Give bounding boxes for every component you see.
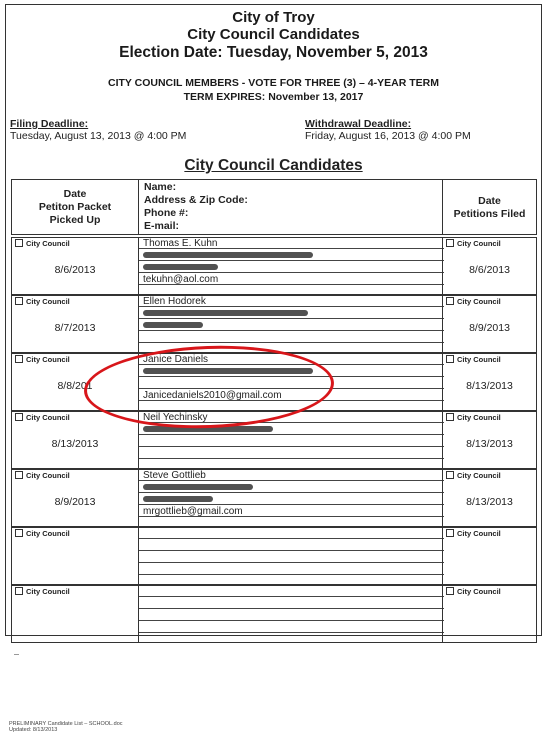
city-council-checkbox[interactable] <box>446 587 501 596</box>
city-council-checkbox[interactable] <box>15 529 70 538</box>
picked-up-cell <box>12 412 139 468</box>
city-council-checkbox[interactable] <box>446 239 501 248</box>
checkbox-icon[interactable] <box>15 413 23 421</box>
footer-filename: PRELIMINARY Candidate List – SCHOOL.doc <box>9 721 123 727</box>
blank-line <box>139 633 444 644</box>
candidate-form <box>5 4 542 636</box>
candidate-row <box>11 295 537 353</box>
filed-cell <box>442 354 536 410</box>
checkbox-label: City Council <box>457 355 501 364</box>
city-council-checkbox[interactable] <box>15 413 70 422</box>
candidate-email <box>139 332 444 343</box>
checkbox-label: City Council <box>457 239 501 248</box>
checkbox-icon[interactable] <box>446 355 454 363</box>
checkbox-label: City Council <box>457 529 501 538</box>
city-council-checkbox[interactable] <box>446 297 501 306</box>
city-council-checkbox[interactable] <box>15 297 70 306</box>
form-title: City Council Candidates <box>187 26 360 43</box>
term-line: TERM EXPIRES: November 13, 2017 <box>183 91 364 103</box>
redacted-phone <box>139 262 444 273</box>
stray-mark <box>14 654 19 655</box>
checkbox-label: City Council <box>26 587 70 596</box>
checkbox-label: City Council <box>26 239 70 248</box>
candidate-name: Ellen Hodorek <box>139 296 444 307</box>
city-council-checkbox[interactable] <box>446 529 501 538</box>
candidate-email: mrgottlieb@gmail.com <box>139 506 444 517</box>
redaction-mark <box>143 264 218 270</box>
checkbox-label: City Council <box>457 413 501 422</box>
candidate-email <box>139 622 444 633</box>
filing-deadline-value: Tuesday, August 13, 2013 @ 4:00 PM <box>10 130 187 142</box>
filed-date: 8/13/2013 <box>466 438 513 450</box>
candidate-row <box>11 585 537 643</box>
redaction-mark <box>143 310 308 316</box>
picked-up-cell <box>12 528 139 584</box>
checkbox-icon[interactable] <box>446 239 454 247</box>
candidate-name: Neil Yechinsky <box>139 412 444 423</box>
redacted-phone <box>139 320 444 331</box>
checkbox-label: City Council <box>26 529 70 538</box>
filing-deadline-label: Filing Deadline: <box>10 118 89 130</box>
candidate-row <box>11 237 537 295</box>
footer <box>9 721 123 733</box>
header-contact: Name: Address & Zip Code: Phone #: E-mail: <box>144 181 248 232</box>
redacted-address <box>139 250 444 261</box>
checkbox-icon[interactable] <box>446 587 454 595</box>
checkbox-icon[interactable] <box>15 587 23 595</box>
checkbox-icon[interactable] <box>446 471 454 479</box>
header-picked-up: Date Petiton Packet Picked Up <box>12 180 139 234</box>
checkbox-icon[interactable] <box>15 239 23 247</box>
candidate-name: Janice Daniels <box>139 354 444 365</box>
picked-up-date: 8/9/2013 <box>54 496 96 508</box>
filing-deadline <box>10 118 186 142</box>
redacted-address <box>139 482 444 493</box>
footer-updated: Updated: 8/13/2013 <box>9 727 58 733</box>
candidate-email <box>139 564 444 575</box>
checkbox-icon[interactable] <box>15 471 23 479</box>
picked-up-date: 8/6/2013 <box>54 264 96 276</box>
city-council-checkbox[interactable] <box>15 587 70 596</box>
filed-cell <box>442 238 536 294</box>
filed-date: 8/13/2013 <box>466 380 513 392</box>
org-title: City of Troy <box>232 9 315 26</box>
withdrawal-deadline-label: Withdrawal Deadline: <box>305 118 412 130</box>
picked-up-cell <box>12 238 139 294</box>
redacted-phone <box>139 610 444 621</box>
checkbox-label: City Council <box>457 297 501 306</box>
contact-lines <box>139 296 444 352</box>
city-council-checkbox[interactable] <box>446 355 501 364</box>
redacted-phone <box>139 436 444 447</box>
redaction-mark <box>143 322 203 328</box>
candidate-email: tekuhn@aol.com <box>139 274 444 285</box>
redaction-mark <box>143 484 253 490</box>
contact-lines <box>139 528 444 584</box>
filed-cell <box>442 528 536 584</box>
filed-cell <box>442 412 536 468</box>
checkbox-label: City Council <box>26 297 70 306</box>
redacted-address <box>139 540 444 551</box>
city-council-checkbox[interactable] <box>15 355 70 364</box>
picked-up-cell <box>12 296 139 352</box>
checkbox-label: City Council <box>457 587 501 596</box>
city-council-checkbox[interactable] <box>446 413 501 422</box>
checkbox-icon[interactable] <box>15 529 23 537</box>
contact-lines <box>139 238 444 294</box>
picked-up-date: 8/13/2013 <box>51 438 99 450</box>
candidate-row <box>11 527 537 585</box>
filed-cell <box>442 296 536 352</box>
checkbox-icon[interactable] <box>446 297 454 305</box>
checkbox-label: City Council <box>26 471 70 480</box>
picked-up-cell <box>12 470 139 526</box>
checkbox-icon[interactable] <box>446 413 454 421</box>
contact-lines <box>139 470 444 526</box>
filed-date: 8/6/2013 <box>469 264 510 276</box>
picked-up-date: 8/7/2013 <box>54 322 96 334</box>
table-header <box>11 179 537 235</box>
members-line: CITY COUNCIL MEMBERS - VOTE FOR THREE (3) – 4-YEAR TERM <box>108 77 439 89</box>
candidate-email: Janicedaniels2010@gmail.com <box>139 390 444 401</box>
checkbox-label: City Council <box>26 355 70 364</box>
redacted-phone <box>139 494 444 505</box>
city-council-checkbox[interactable] <box>446 471 501 480</box>
header-filed: Date Petitions Filed <box>442 180 536 234</box>
filed-date: 8/9/2013 <box>469 322 510 334</box>
withdrawal-deadline-value: Friday, August 16, 2013 @ 4:00 PM <box>305 130 471 142</box>
city-council-checkbox[interactable] <box>15 471 70 480</box>
city-council-checkbox[interactable] <box>15 239 70 248</box>
candidate-name <box>139 586 444 597</box>
checkbox-label: City Council <box>26 413 70 422</box>
section-title: City Council Candidates <box>184 157 363 174</box>
filed-date: 8/13/2013 <box>466 496 513 508</box>
candidate-name <box>139 528 444 539</box>
candidate-name: Steve Gottlieb <box>139 470 444 481</box>
checkbox-icon[interactable] <box>15 297 23 305</box>
contact-lines <box>139 586 444 642</box>
election-date: Election Date: Tuesday, November 5, 2013 <box>119 44 428 61</box>
candidate-row <box>11 469 537 527</box>
checkbox-icon[interactable] <box>15 355 23 363</box>
redaction-mark <box>143 496 213 502</box>
checkbox-icon[interactable] <box>446 529 454 537</box>
checkbox-label: City Council <box>457 471 501 480</box>
redacted-address <box>139 598 444 609</box>
redacted-address <box>139 308 444 319</box>
picked-up-date: 8/8/201 <box>57 380 93 392</box>
filed-cell <box>442 470 536 526</box>
candidate-name: Thomas E. Kuhn <box>139 238 444 249</box>
candidate-email <box>139 448 444 459</box>
picked-up-cell <box>12 586 139 642</box>
withdrawal-deadline <box>305 118 471 142</box>
filed-cell <box>442 586 536 642</box>
redacted-phone <box>139 552 444 563</box>
redaction-mark <box>143 252 313 258</box>
